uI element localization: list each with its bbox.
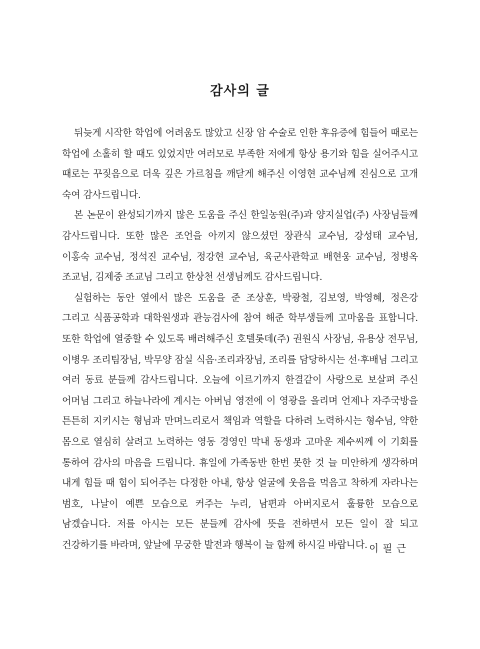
- page-title: 감사의 글: [210, 84, 270, 99]
- paragraph-3: 실험하는 동안 옆에서 많은 도움을 준 조상훈, 박광철, 김보영, 박영혜, 정은강 그리고 식품공학과 대학원생과 관능검사에 참여 해준 학부생들께 고마움을 표합니다. 또한 학업에 열중할 수 있도록 배려해주신 호텔롯데(주) 권원식 사장님, 유용상 전무님, 이병우 조리팀장님, 박무양 잠실 식음·조리과장님, 조리를 담당하시는 선·후배님 그리고 여러 동료 분들께 감사드립니다. 오늘에 이르기까지 한결같이 사랑으로 보살펴 주신 어머님 그리고 하늘나라에 계시는 아버님 영전에 이 영광을 올리며 언제나 자주국방을 튼튼히 지키시는 형님과 만며느리로서 책임과 역할을 다하려 노력하시는 형수님, 약한 몸으로 열심히 살려고 노력하는 영동 경영인 막내 동생과 고마운 제수씨께 이 기회를 통하여 감사의 마음을 드립니다. 휴일에 가족동반 한번 못한 것 늘 미안하게 생각하며 내게 힘들 때 힘이 되어주는 다정한 아내, 항상 얼굴에 웃음을 먹음고 착하게 자라나는 범호, 나날이 예쁜 모습으로 커주는 누리, 남편과 아버지로서 훌륭한 모습으로 남겠습니다. 저를 아시는 모든 분들께 감사에 뜻을 전하면서 모든 일이 잘 되고 건강하기를 바라며, 앞날에 무궁한 발전과 행복이 늘 함께 하시길 바랍니다.: [62, 292, 418, 551]
- author-signature: 이필근: [369, 544, 410, 555]
- paragraph-2: 본 논문이 완성되기까지 많은 도움을 주신 한일농원(주)과 양지실업(주) 사장님들께 감사드립니다. 또한 많은 조언을 아끼지 않으셨던 장관식 교수님, 강성태 교수님, 이홍숙 교수님, 정석진 교수님, 정강현 교수님, 육군사관학교 배현웅 교수님, 정병옥 조교님, 김제중 조교님 그리고 한상천 선생님께도 감사드립니다.: [62, 210, 418, 284]
- document-body: [62, 124, 418, 556]
- paragraph-1: 뒤늦게 시작한 학업에 어려움도 많았고 신장 암 수술로 인한 후유증에 힘들어 때로는 학업에 소홀히 할 때도 있었지만 여러모로 부족한 저에게 항상 용기와 힘을 실어주시고 때로는 꾸짖음으로 더욱 깊은 가르침을 깨닫게 해주신 이영현 교수님께 진심으로 고개 숙여 감사드립니다.: [62, 128, 418, 201]
